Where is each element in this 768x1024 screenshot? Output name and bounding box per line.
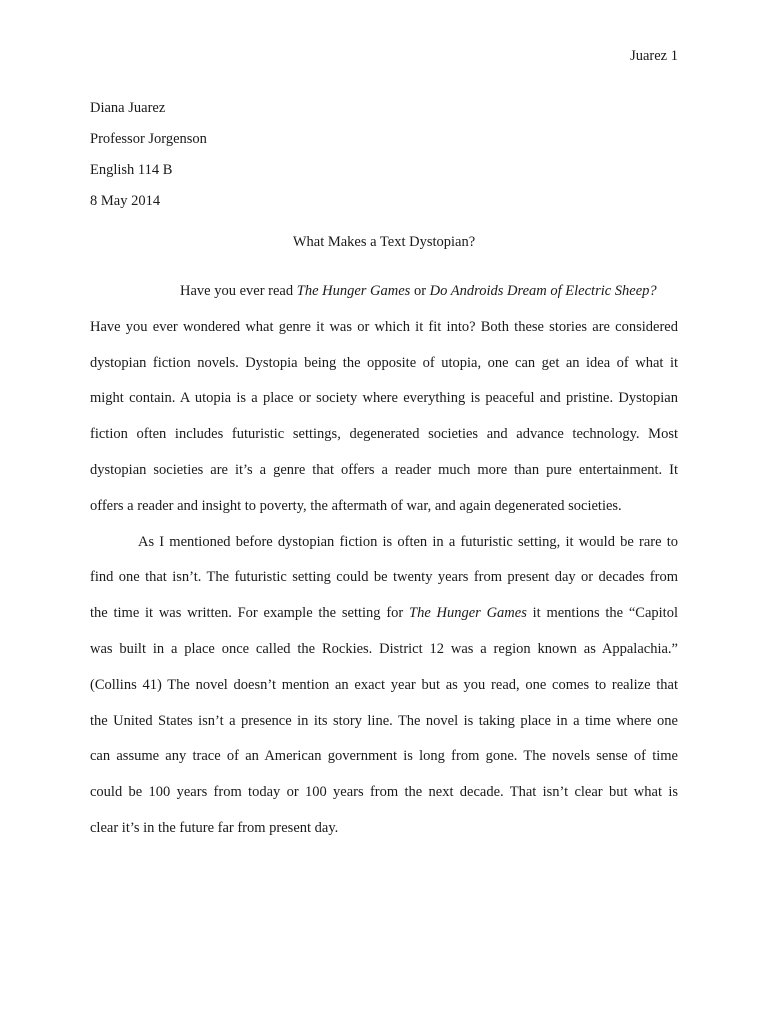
book-title: Do Androids Dream of Electric Sheep? — [429, 283, 657, 299]
body-line: dystopian fiction novels. Dystopia being the opposite of utopia, one can get an idea of what it — [90, 354, 678, 371]
body-line: Have you ever wondered what genre it was or which it fit into? Both these stories are considered — [90, 318, 678, 335]
running-header: Juarez 1 — [630, 48, 678, 64]
line-text: the time it was written. For example the setting for — [90, 605, 409, 622]
body-line: offers a reader and insight to poverty, the aftermath of war, and again degenerated societies. — [90, 497, 622, 514]
essay-title: What Makes a Text Dystopian? — [292, 234, 476, 250]
date: 8 May 2014 — [90, 193, 161, 209]
body-line: clear it’s in the future far from present day. — [90, 819, 339, 836]
paragraph-2 — [90, 530, 678, 852]
body-line: the United States isn’t a presence in its story line. The novel is taking place in a time where one — [90, 712, 678, 729]
body-line: might contain. A utopia is a place or society where everything is peaceful and pristine. Dystopian — [90, 390, 678, 407]
body-line — [90, 279, 678, 315]
body-line — [90, 601, 678, 637]
professor-name: Professor Jorgenson — [90, 131, 207, 147]
course-name: English 114 B — [90, 162, 173, 178]
mla-heading — [90, 93, 678, 217]
book-title: The Hunger Games — [409, 605, 527, 622]
book-title: The Hunger Games — [296, 283, 411, 299]
line-text: Have you ever read — [180, 283, 297, 299]
paragraph-1 — [90, 279, 678, 530]
body-line: (Collins 41) The novel doesn’t mention an exact year but as you read, one comes to realize that — [90, 676, 678, 693]
body-line: can assume any trace of an American government is long from gone. The novels sense of time — [90, 748, 678, 765]
essay-body — [90, 279, 678, 852]
body-line: dystopian societies are it’s a genre that offers a reader much more than pure entertainment. It — [90, 461, 678, 478]
body-line: As I mentioned before dystopian fiction is often in a futuristic setting, it would be rare to — [138, 533, 678, 550]
body-line: could be 100 years from today or 100 years from the next decade. That isn’t clear but what is — [90, 784, 678, 801]
body-line: find one that isn’t. The futuristic setting could be twenty years from present day or decades from — [90, 569, 678, 586]
author-name: Diana Juarez — [90, 100, 166, 116]
line-text: it mentions the “Capitol — [526, 605, 678, 622]
line-text: or — [410, 283, 430, 299]
body-line: was built in a place once called the Rockies. District 12 was a region known as Appalachia.” — [90, 640, 678, 657]
body-line: fiction often includes futuristic settings, degenerated societies and advance technology. Most — [90, 426, 678, 443]
